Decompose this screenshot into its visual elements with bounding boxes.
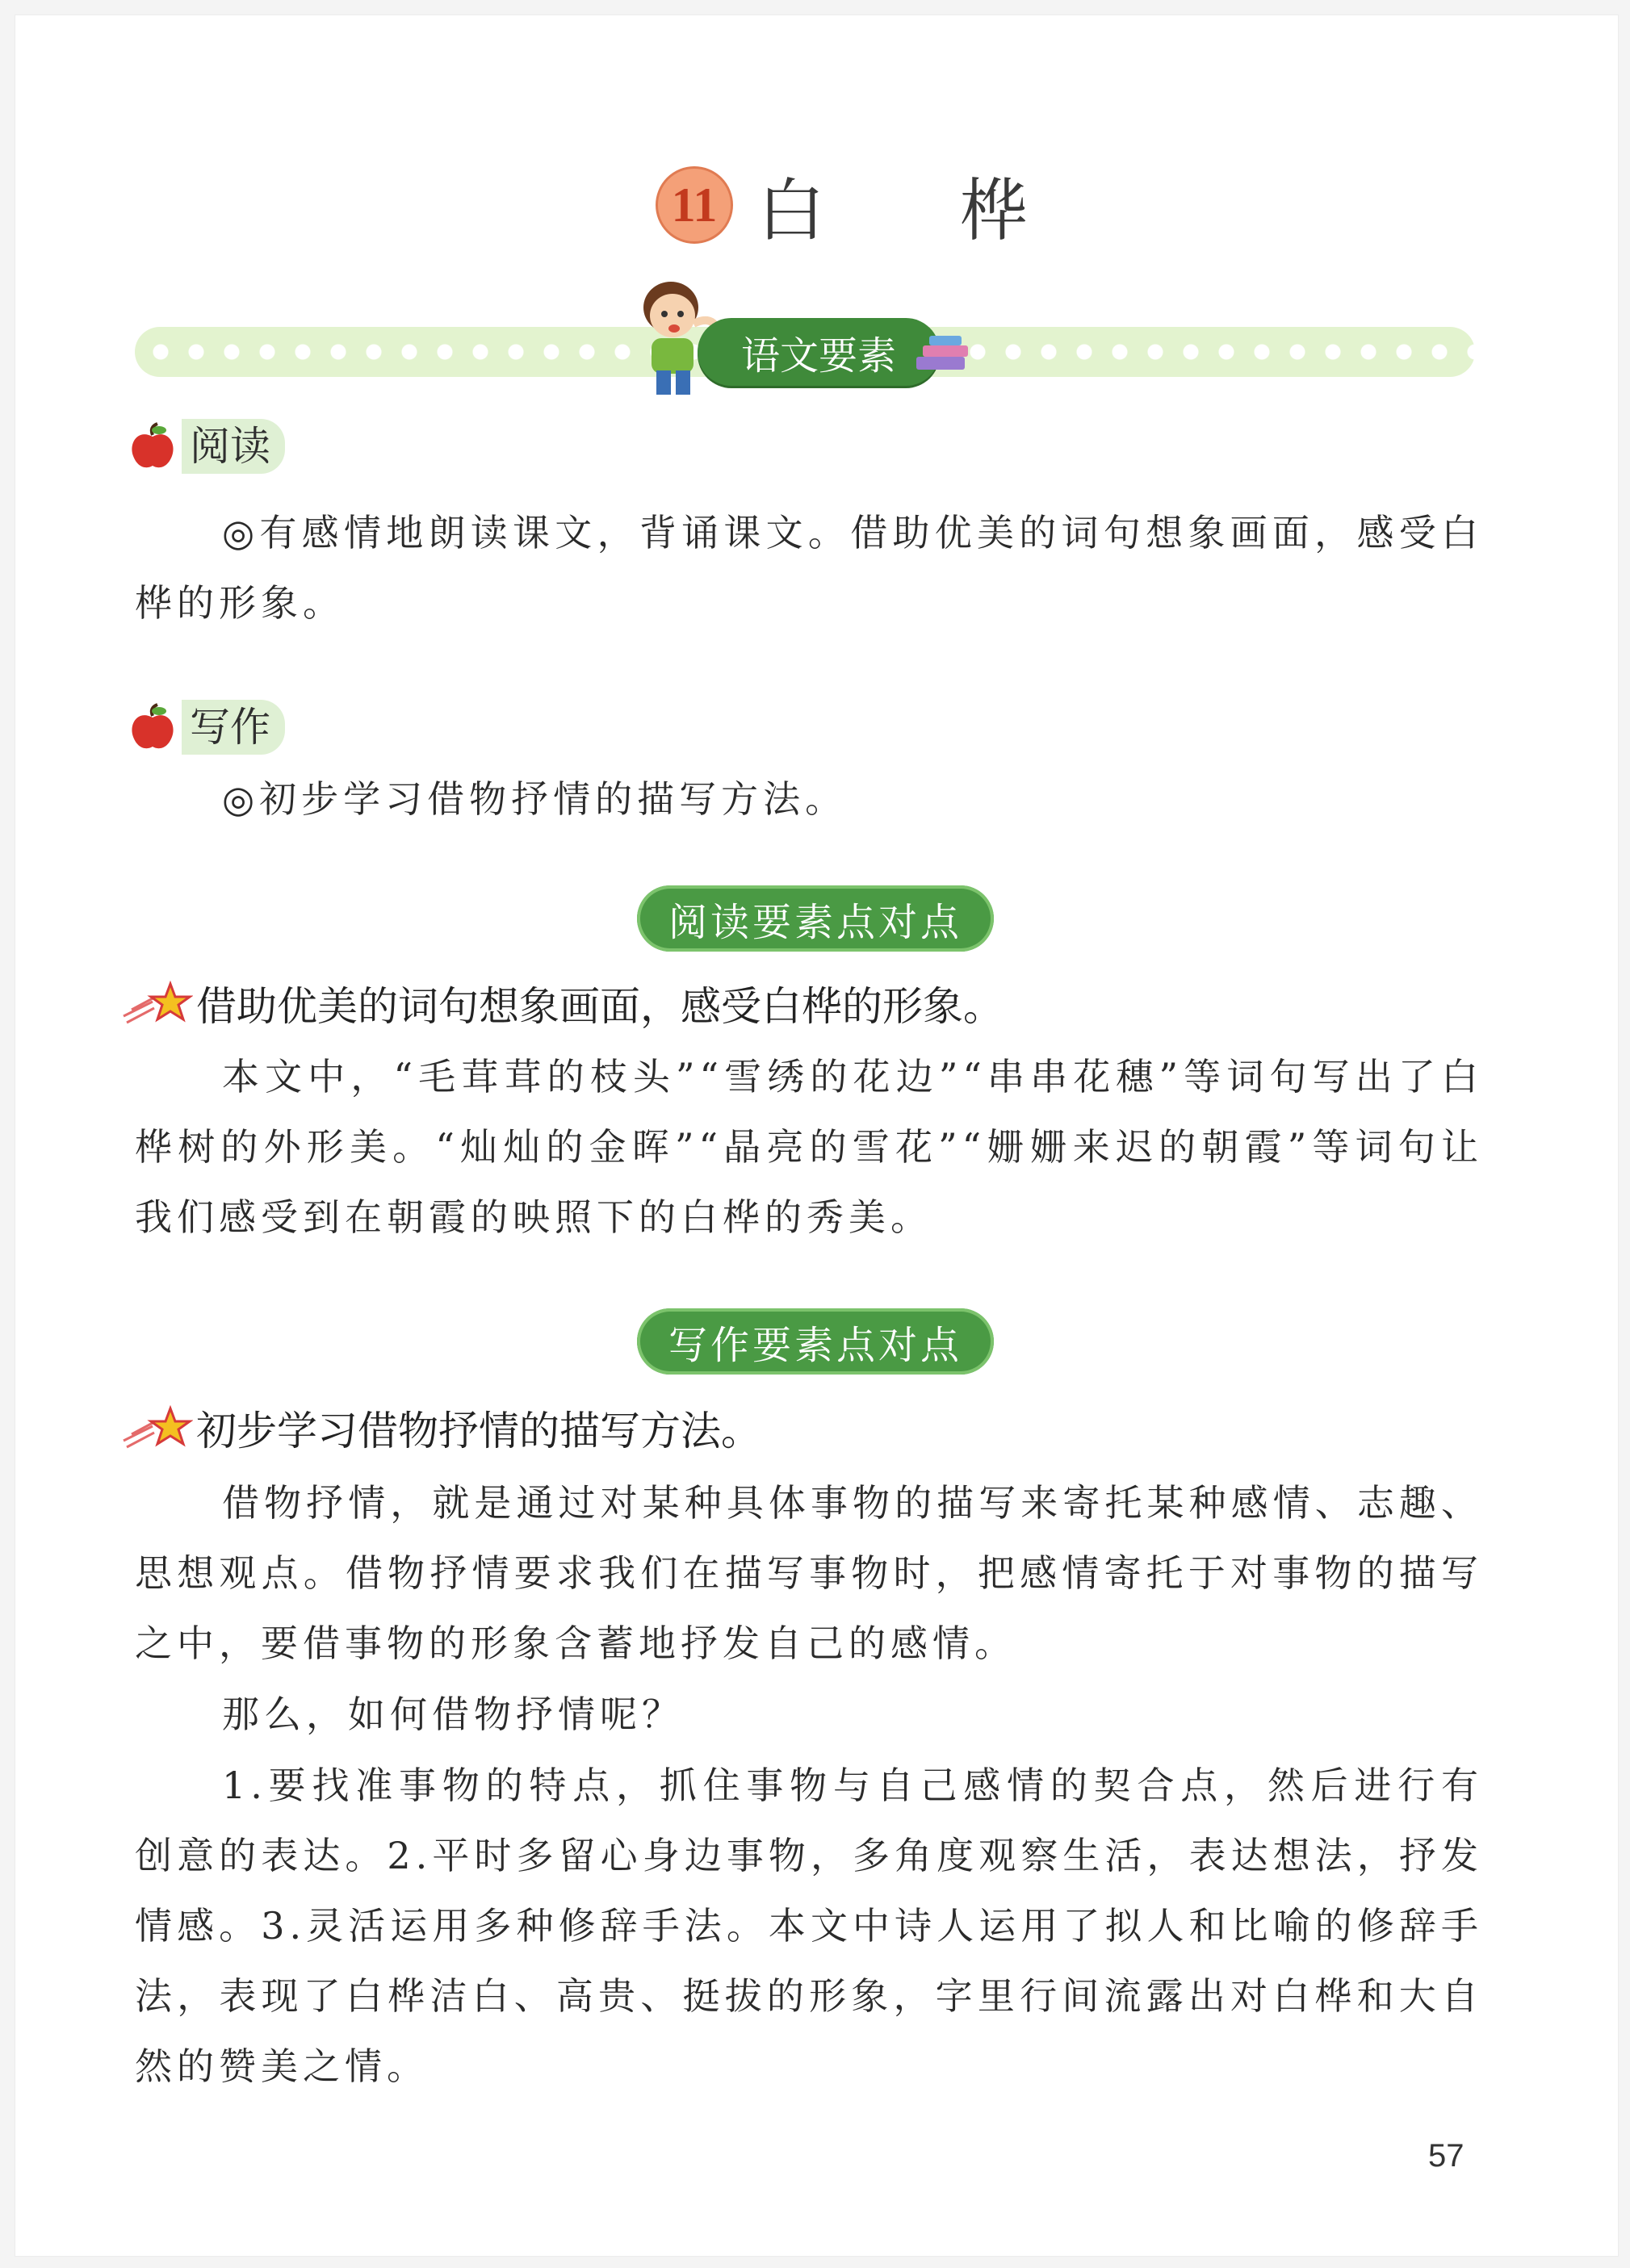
- books-icon: [913, 334, 978, 375]
- apple-icon: [128, 422, 177, 471]
- writing-points-paragraph-2: 那么，如何借物抒情呢？: [222, 1693, 684, 1736]
- textbook-page: [15, 15, 1619, 2257]
- writing-points-paragraph-3: 1.要找准事物的特点，抓住事物与自己感情的契合点，然后进行有创意的表达。2.平时多留心身边事物，多角度观察生活，表达想法，抒发情感。3.灵活运用多种修辞手法。本文中诗人运用了拟人和比喻的修辞手法，表现了白桦洁白、高贵、挺拔的形象，字里行间流露出对白桦和大自然的赞美之情。: [135, 1764, 1483, 2088]
- lesson-title-text: 白 桦: [757, 170, 1084, 250]
- star-icon: [120, 1404, 193, 1452]
- lesson-number-badge: 11: [656, 166, 733, 244]
- writing-label-text: 写作: [182, 700, 285, 755]
- page-number: 57: [1428, 2138, 1464, 2174]
- apple-icon: [128, 703, 177, 751]
- reading-points-paragraph: 本文中，“毛茸茸的枝头”“雪绣的花边”“串串花穗”等词句写出了白桦树的外形美。“灿灿的金晖”“晶亮的雪花”“姗姗来迟的朝霞”等词句让我们感受到在朝霞的映照下的白桦的秀美。: [135, 1055, 1483, 1239]
- reading-points-subheading: [120, 973, 1004, 1034]
- reading-label-text: 阅读: [182, 419, 285, 474]
- lesson-title: [656, 161, 1084, 249]
- reading-points-subheading-text: 借助优美的词句想象画面，感受白桦的形象。: [196, 983, 1004, 1030]
- writing-points-subheading: [120, 1397, 761, 1458]
- reading-label: [128, 419, 285, 474]
- reading-text: ◎有感情地朗读课文，背诵课文。借助优美的词句想象画面，感受白桦的形象。: [135, 511, 1483, 625]
- writing-text: ◎初步学习借物抒情的描写方法。: [222, 777, 848, 821]
- writing-label: [128, 700, 285, 755]
- reading-points-heading: 阅读要素点对点: [637, 885, 994, 952]
- banner-label: 语文要素: [698, 318, 940, 386]
- writing-points-paragraph-1: 借物抒情，就是通过对某种具体事物的描写来寄托某种感情、志趣、思想观点。借物抒情要求我们在描写事物时，把感情寄托于对事物的描写之中，要借事物的形象含蓄地抒发自己的感情。: [135, 1481, 1483, 1665]
- star-icon: [120, 979, 193, 1027]
- writing-points-subheading-text: 初步学习借物抒情的描写方法。: [196, 1408, 761, 1454]
- writing-points-heading: 写作要素点对点: [637, 1308, 994, 1375]
